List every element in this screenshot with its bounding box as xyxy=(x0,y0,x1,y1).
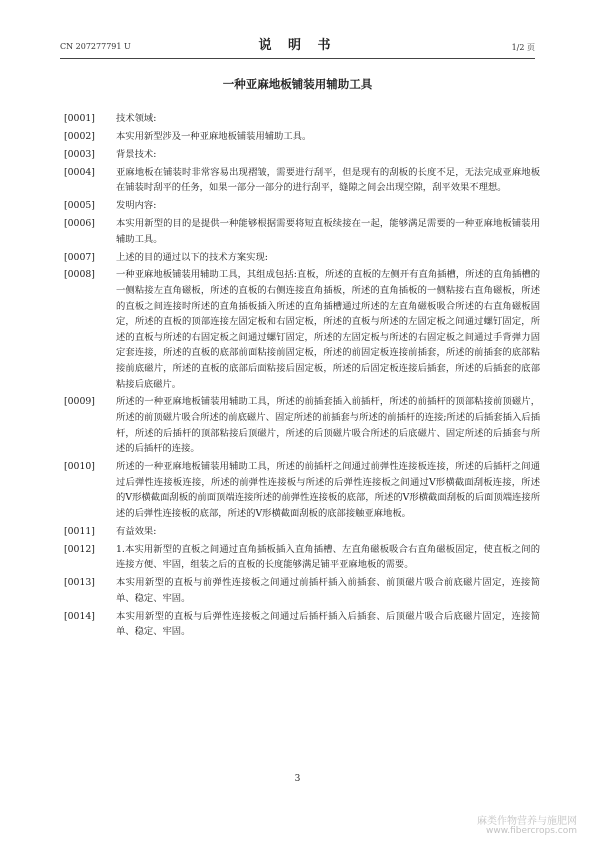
paragraph-text: 背景技术: xyxy=(116,148,157,160)
patent-number: CN 207277791 U xyxy=(60,42,131,51)
watermark-text: 麻类作物营养与施肥网 xyxy=(477,816,577,827)
paragraph-text: 本实用新型的直板与前弹性连接板之间通过前插杆插入前插套、前顶磁片吸合前底磁片固定，连接简单、稳定、牢固。 xyxy=(116,577,540,604)
paragraph-number: [0002] xyxy=(64,130,95,142)
paragraph xyxy=(64,111,540,127)
paragraph xyxy=(64,216,540,247)
paragraph xyxy=(64,267,540,392)
paragraph-number: [0011] xyxy=(64,525,95,537)
paragraph-number: [0014] xyxy=(64,610,95,622)
paragraph-text: 技术领域: xyxy=(116,113,157,124)
paragraph-number: [0001] xyxy=(64,113,95,124)
paragraph-number: [0010] xyxy=(64,461,95,473)
paragraph-number: [0012] xyxy=(64,543,95,555)
header-divider xyxy=(60,58,535,59)
watermark-url: www.fibercrops.com xyxy=(486,826,577,836)
paragraph xyxy=(64,524,540,540)
paragraph-text: 本实用新型的目的是提供一种能够根据需要将短直板续接在一起，能够满足需要的一种亚麻地板铺装用辅助工具。 xyxy=(116,218,540,245)
paragraph xyxy=(64,250,540,266)
paragraph-number: [0007] xyxy=(64,251,95,263)
paragraph-text: 所述的一种亚麻地板铺装用辅助工具，所述的前插套插入前插杆，所述的前插杆的顶部粘接前顶磁片，所述的前顶磁片吸合所述的前底磁片、固定所述的前插套与所述的前插杆的连接;所述的后插套插入后插杆，所述的后插杆的顶部粘接后顶磁片，所述的后顶磁片吸合所述的后底磁片、固定所述的后插套与所述的后插杆的连接。 xyxy=(116,396,540,455)
paragraph xyxy=(64,198,540,214)
document-type-title: 说 明 书 xyxy=(258,38,337,53)
paragraph xyxy=(64,147,540,163)
paragraph xyxy=(64,542,540,573)
paragraph xyxy=(64,459,540,521)
paragraph xyxy=(64,394,540,456)
paragraph xyxy=(64,609,540,640)
paragraph xyxy=(64,129,540,145)
paragraph-text: 有益效果: xyxy=(116,525,157,537)
paragraph-number: [0004] xyxy=(64,166,95,178)
paragraph-number: [0003] xyxy=(64,148,95,160)
paragraph-text: 本实用新型涉及一种亚麻地板铺装用辅助工具。 xyxy=(116,130,312,142)
paragraph xyxy=(64,575,540,606)
description-body xyxy=(64,111,540,642)
paragraph-text: 所述的一种亚麻地板铺装用辅助工具，所述的前插杆之间通过前弹性连接板连接，所述的后插杆之间通过后弹性连接板连接，所述的前弹性连接板与所述的后弹性连接板之间通过V形横截面刮板连接，所述的V形横截面刮板的前面顶端连接所述的前弹性连接板的底部，所述的V形横截面刮板的后面顶端连接所述的后弹性连接板的底部，所述的V形横截面刮板的底部接触亚麻地板。 xyxy=(116,461,540,519)
paragraph-number: [0006] xyxy=(64,218,95,230)
paragraph-text: 上述的目的通过以下的技术方案实现: xyxy=(116,251,268,263)
paragraph-number: [0013] xyxy=(64,577,95,589)
page-number: 3 xyxy=(294,774,301,784)
document-title: 一种亚麻地板铺装用辅助工具 xyxy=(222,77,373,91)
paragraph-text: 一种亚麻地板铺装用辅助工具，其组成包括:直板，所述的直板的左侧开有直角插槽，所述的直角插槽的一侧粘接左直角磁板，所述的直板的右侧连接直角插板，所述的直角插板的一侧粘接右直角磁板，所述的直板之间连接时所述的直角插板插入所述的直角插槽通过所述的左直角磁板吸合所述的右直角磁板固定，所述的直板的顶部连接左固定板和右固定板，所述的直板与所述的左固定板之间通过螺钉固定，所述的直板与所述的右固定板之间通过螺钉固定，所述的左固定板与所述的右固定板之间通过手背弹力固定套连接，所述的直板的底部前面粘接前固定板，所述的前固定板连接前插套，所述的前插套的底部粘接前底磁片，所述的直板的底部后面粘接后固定板，所述的后固定板连接后插套，所述的后插套的底部粘接后底磁片。 xyxy=(116,269,540,390)
paragraph xyxy=(64,165,540,196)
paragraph-text: 发明内容: xyxy=(116,200,157,212)
paragraph-number: [0005] xyxy=(64,200,95,212)
paragraph-text: 本实用新型的直板与后弹性连接板之间通过后插杆插入后插套、后顶磁片吸合后底磁片固定，连接简单、稳定、牢固。 xyxy=(116,610,540,638)
paragraph-number: [0008] xyxy=(64,269,95,281)
paragraph-text: 亚麻地板在铺装时非常容易出现褶皱，需要进行刮平，但是现有的刮板的长度不足，无法完成亚麻地板在铺装时刮平的任务，如果一部分一部分的进行刮平，缝隙之间会出现空隙，刮平效果不理想。 xyxy=(116,166,540,194)
paragraph-number: [0009] xyxy=(64,396,95,408)
page-header xyxy=(60,30,535,58)
page-count: 1/2 页 xyxy=(511,43,535,52)
paragraph-text: 1.本实用新型的直板之间通过直角插板插入直角插槽、左直角磁板吸合右直角磁板固定，使直板之间的连接方便、牢固，组装之后的直板的长度能够满足铺平亚麻地板的需要。 xyxy=(116,543,540,571)
